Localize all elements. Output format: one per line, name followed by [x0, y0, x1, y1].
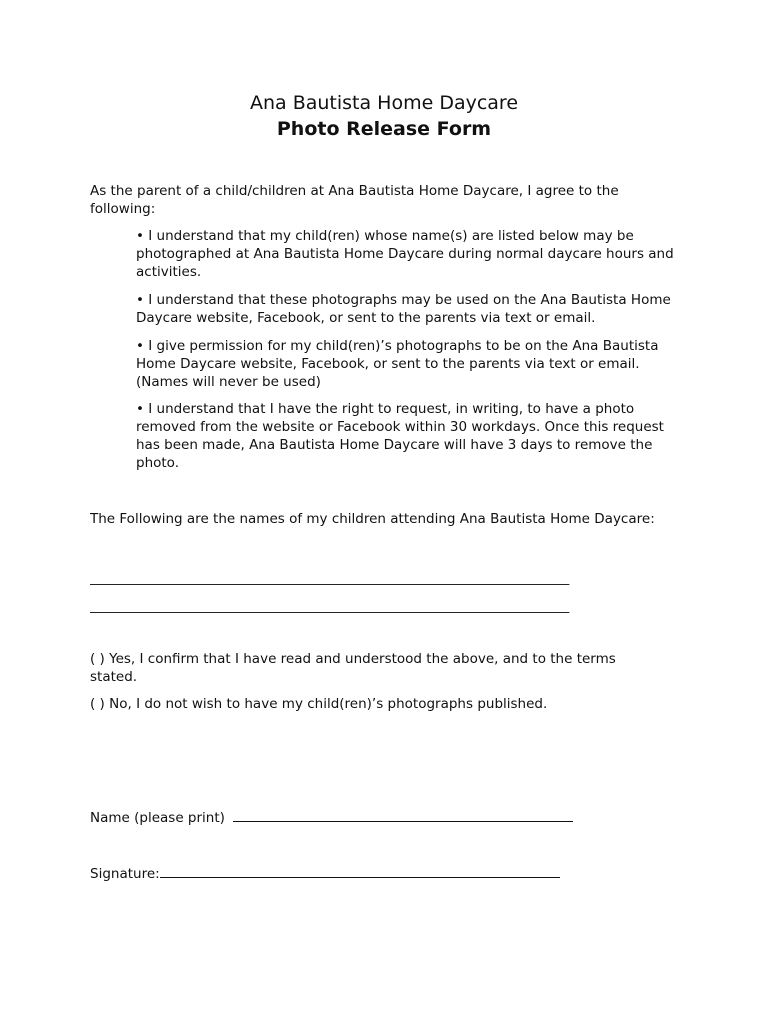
bullet-item: • I understand that my child(ren) whose name(s) are listed below may be photographed at Ana Bautista Home Daycare during normal daycare hours and activities.: [136, 228, 674, 280]
children-prompt: The Following are the names of my children attending Ana Bautista Home Daycare:: [90, 511, 655, 527]
bullet-item: • I understand that I have the right to request, in writing, to have a photo removed from the website or Facebook within 30 workdays. Once this request has been made, Ana Bautista Home Daycare will have 3 days to remove the photo.: [136, 401, 664, 471]
form-title: Photo Release Form: [276, 118, 492, 140]
yes-option-label: Yes, I confirm that I have read and understood the above, and to the terms stated.: [90, 651, 616, 685]
no-option: [90, 695, 650, 713]
no-checkbox[interactable]: ( ): [90, 696, 105, 712]
child-name-line[interactable]: _______________________________________________________________________: [90, 570, 570, 586]
bullet-item: • I understand that these photographs may be used on the Ana Bautista Home Daycare website, Facebook, or sent to the parents via text or email.: [136, 292, 671, 326]
signature-field: [90, 863, 560, 883]
child-name-line[interactable]: _______________________________________________________________________: [90, 598, 570, 614]
bullet-item: • I give permission for my child(ren)’s photographs to be on the Ana Bautista Home Daycare website, Facebook, or sent to the parents via text or email. (Names will never be used): [136, 338, 659, 390]
signature-field-label: Signature:: [90, 866, 160, 882]
no-option-label: No, I do not wish to have my child(ren)’s photographs published.: [109, 696, 548, 712]
name-field-label: Name (please print): [90, 810, 225, 826]
signature-input-line[interactable]: [160, 863, 560, 878]
name-input-line[interactable]: [233, 807, 573, 822]
org-name-heading: Ana Bautista Home Daycare: [249, 92, 519, 114]
yes-checkbox[interactable]: ( ): [90, 651, 105, 667]
yes-option: [90, 650, 650, 686]
intro-paragraph: As the parent of a child/children at Ana Bautista Home Daycare, I agree to the following:: [90, 183, 619, 217]
name-field: [90, 807, 573, 827]
